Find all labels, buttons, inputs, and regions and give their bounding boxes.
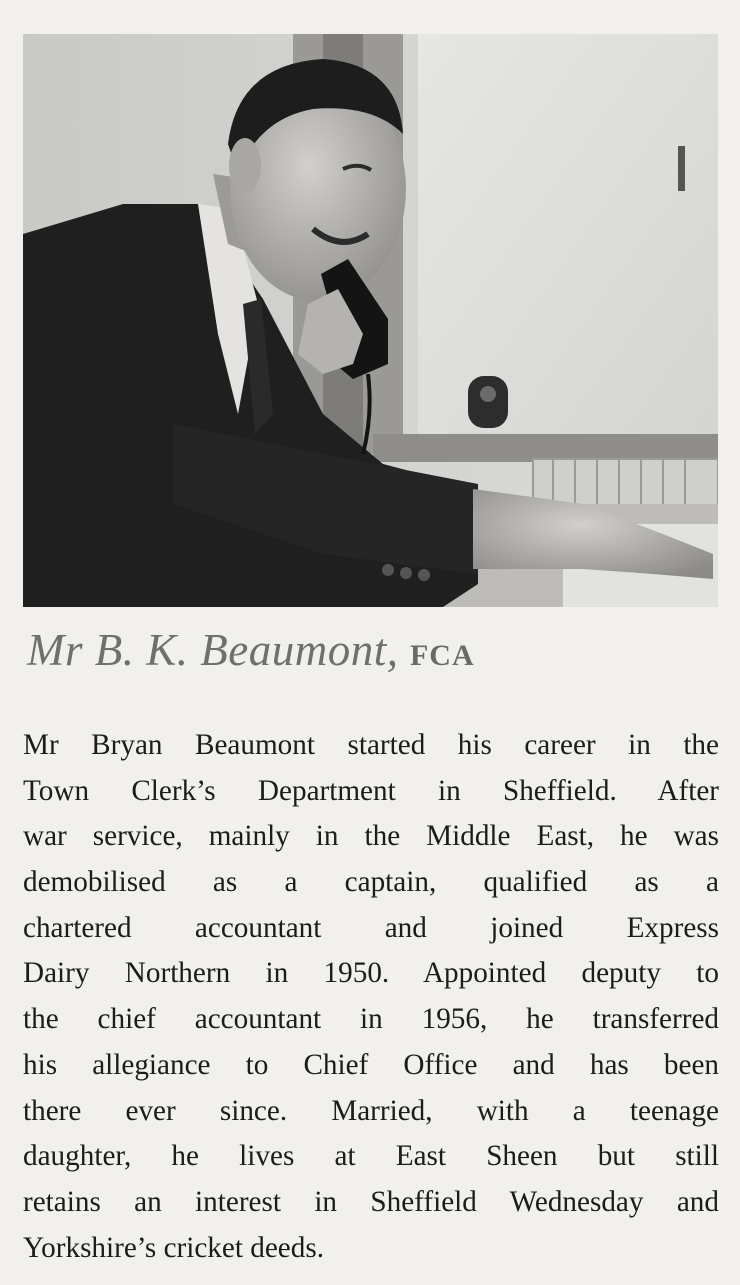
article-line: retains an interest in Sheffield Wednesday and <box>23 1185 719 1218</box>
photo-caption <box>27 625 475 675</box>
article-line: demobilised as a captain, qualified as a <box>23 866 719 899</box>
article-line: the chief accountant in 1956, he transferred <box>23 1003 719 1036</box>
article-line: Yorkshire’s cricket deeds. <box>23 1231 325 1264</box>
article-line: daughter, he lives at East Sheen but still <box>23 1140 719 1173</box>
article-body <box>23 723 719 1271</box>
caption-separator: , <box>386 625 398 675</box>
caption-name: Mr B. K. Beaumont <box>27 625 387 675</box>
article-line: Town Clerk’s Department in Sheffield. After <box>23 774 719 807</box>
caption-qualification: FCA <box>409 639 475 672</box>
portrait-photo <box>23 34 718 607</box>
article-line: Dairy Northern in 1950. Appointed deputy to <box>23 957 719 990</box>
article-line: Mr Bryan Beaumont started his career in the <box>23 729 719 761</box>
article-line: there ever since. Married, with a teenage <box>23 1094 719 1127</box>
article-line: war service, mainly in the Middle East, he was <box>23 820 719 853</box>
article-line: chartered accountant and joined Express <box>23 911 719 944</box>
article-line: his allegiance to Chief Office and has been <box>23 1048 719 1081</box>
